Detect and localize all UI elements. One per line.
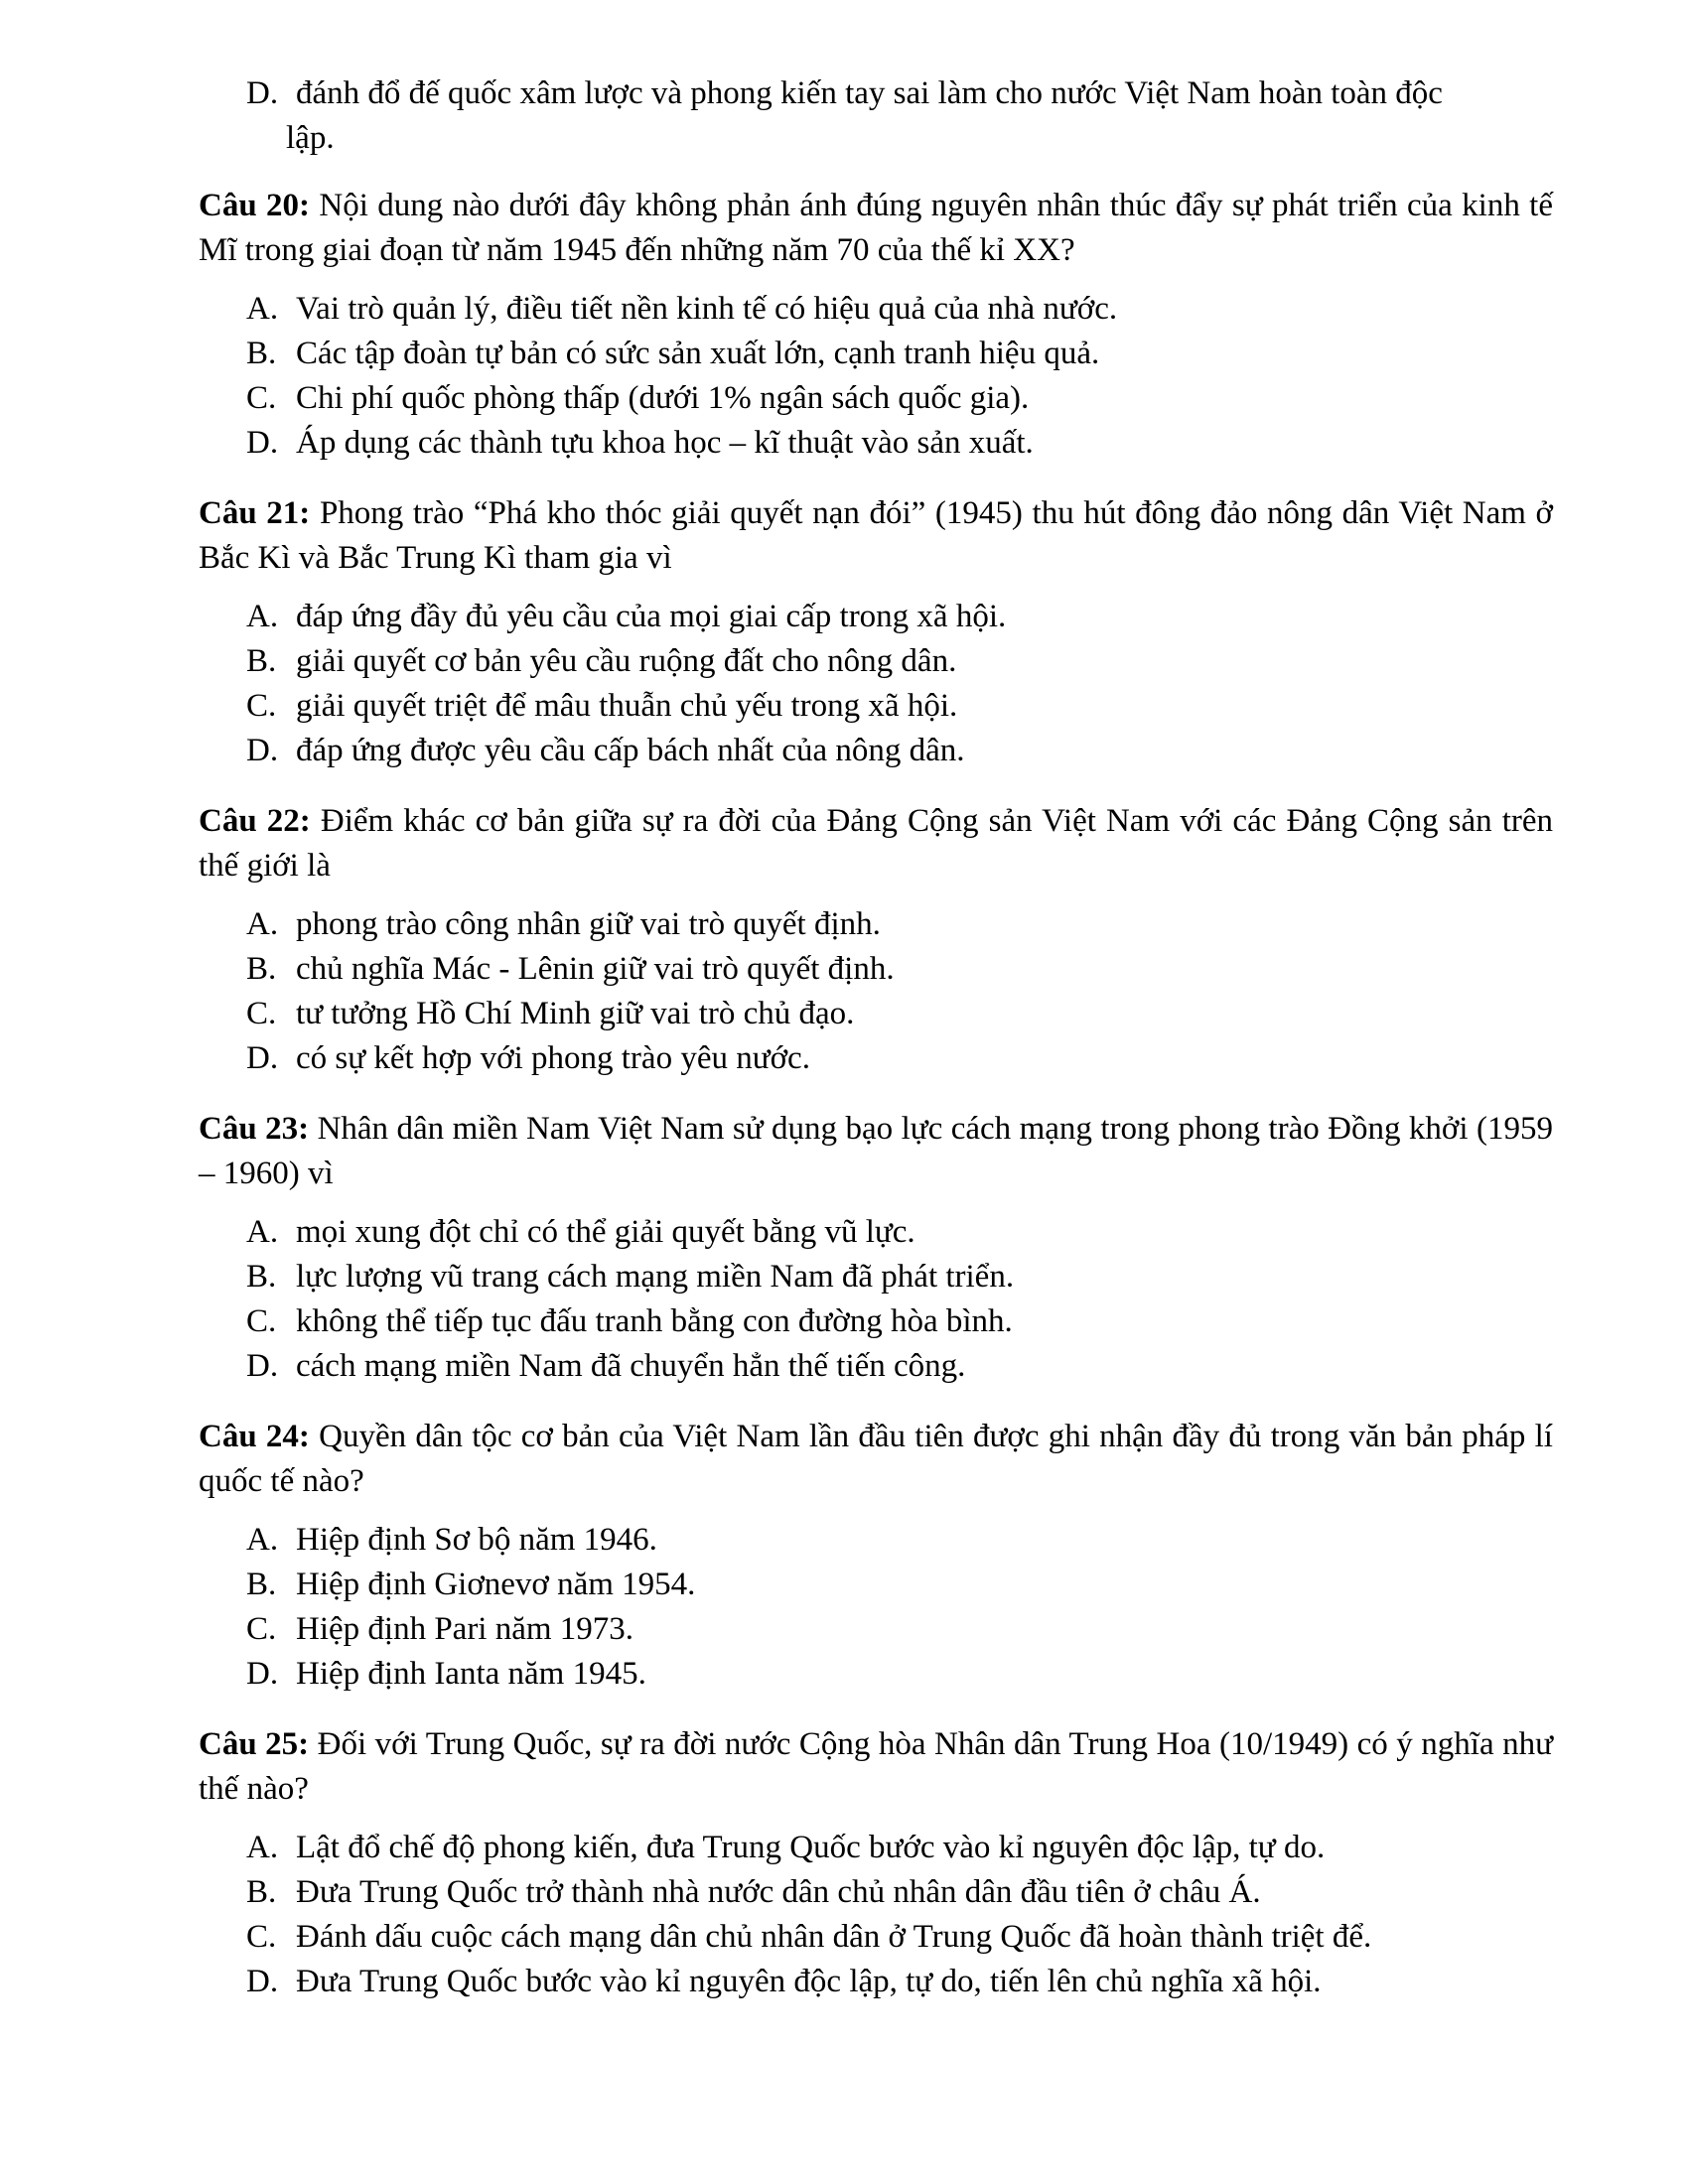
question-23: [199, 1107, 1553, 1389]
option-text: chủ nghĩa Mác - Lênin giữ vai trò quyết định.: [296, 951, 895, 987]
options-list: [246, 1518, 1553, 1697]
option-text: Hiệp định Pari năm 1973.: [296, 1611, 634, 1647]
option-text: lực lượng vũ trang cách mạng miền Nam đã phát triển.: [296, 1259, 1015, 1295]
question-22: [199, 799, 1553, 1081]
question-number: Câu 25:: [199, 1726, 310, 1762]
option-letter: A.: [246, 1214, 279, 1250]
question-stem: [199, 799, 1553, 888]
option-text: giải quyết triệt để mâu thuẫn chủ yếu trong xã hội.: [296, 688, 958, 724]
question-number: Câu 22:: [199, 803, 311, 839]
carryover-option-d: [246, 71, 1537, 161]
option-text: đánh đổ đế quốc xâm lược và phong kiến tay sai làm cho nước Việt Nam hoàn toàn độc: [296, 75, 1443, 111]
option-text: đáp ứng đầy đủ yêu cầu của mọi giai cấp trong xã hội.: [296, 599, 1007, 634]
question-number: Câu 20:: [199, 188, 311, 223]
option-a: [246, 1826, 1553, 1870]
option-letter: B.: [246, 336, 277, 371]
option-letter: A.: [246, 599, 279, 634]
question-stem: [199, 184, 1553, 273]
option-letter: A.: [246, 1522, 279, 1558]
option-text: cách mạng miền Nam đã chuyển hẳn thế tiến công.: [296, 1348, 966, 1384]
option-c: [246, 376, 1553, 421]
option-letter: B.: [246, 1874, 277, 1910]
option-text: Lật đổ chế độ phong kiến, đưa Trung Quốc bước vào kỉ nguyên độc lập, tự do.: [296, 1830, 1326, 1865]
option-a: [246, 595, 1553, 639]
question-stem: [199, 1107, 1553, 1196]
question-stem: [199, 1415, 1553, 1504]
option-text: Đưa Trung Quốc trở thành nhà nước dân chủ nhân dân đầu tiên ở châu Á.: [296, 1874, 1261, 1910]
options-list: [246, 595, 1553, 773]
option-letter: C.: [246, 688, 277, 724]
option-letter: C.: [246, 1919, 277, 1955]
option-letter: B.: [246, 951, 277, 987]
option-text: Hiệp định Giơnevơ năm 1954.: [296, 1567, 696, 1602]
option-text: Áp dụng các thành tựu khoa học – kĩ thuật vào sản xuất.: [296, 425, 1034, 461]
option-d: [246, 1652, 1553, 1697]
question-number: Câu 24:: [199, 1419, 310, 1454]
option-letter: C.: [246, 380, 277, 416]
option-d: [246, 1960, 1553, 2004]
question-text: Đối với Trung Quốc, sự ra đời nước Cộng hòa Nhân dân Trung Hoa (10/1949) có ý nghĩa như thế nào?: [199, 1726, 1553, 1807]
option-text-continued: lập.: [286, 120, 335, 156]
option-c: [246, 1299, 1553, 1344]
option-letter: C.: [246, 996, 277, 1031]
option-letter: D.: [246, 733, 279, 768]
option-letter: A.: [246, 906, 279, 942]
option-letter: A.: [246, 1830, 279, 1865]
question-text: Quyền dân tộc cơ bản của Việt Nam lần đầu tiên được ghi nhận đầy đủ trong văn bản pháp lí quốc tế nào?: [199, 1419, 1553, 1499]
options-list: [246, 1210, 1553, 1389]
option-text: Các tập đoàn tự bản có sức sản xuất lớn, cạnh tranh hiệu quả.: [296, 336, 1100, 371]
question-stem: [199, 491, 1553, 581]
option-d: [246, 421, 1553, 466]
options-list: [246, 1826, 1553, 2004]
question-24: [199, 1415, 1553, 1697]
option-text: tư tưởng Hồ Chí Minh giữ vai trò chủ đạo.: [296, 996, 855, 1031]
option-letter: D.: [246, 75, 279, 111]
question-text: Điểm khác cơ bản giữa sự ra đời của Đảng Cộng sản Việt Nam với các Đảng Cộng sản trên thế giới là: [199, 803, 1553, 884]
question-text: Phong trào “Phá kho thóc giải quyết nạn đói” (1945) thu hút đông đảo nông dân Việt Nam ở Bắc Kì và Bắc Trung Kì tham gia vì: [199, 495, 1553, 576]
option-letter: B.: [246, 643, 277, 679]
option-d: [246, 1344, 1553, 1389]
question-25: [199, 1722, 1553, 2004]
option-a: [246, 1518, 1553, 1563]
option-c: [246, 1607, 1553, 1652]
question-number: Câu 23:: [199, 1111, 310, 1147]
option-b: [246, 1255, 1553, 1299]
question-text: Nội dung nào dưới đây không phản ánh đúng nguyên nhân thúc đẩy sự phát triển của kinh tế Mĩ trong giai đoạn từ năm 1945 đến những năm 70 của thế kỉ XX?: [199, 188, 1553, 268]
question-stem: [199, 1722, 1553, 1812]
option-a: [246, 287, 1553, 332]
question-21: [199, 491, 1553, 773]
option-c: [246, 684, 1553, 729]
option-text: giải quyết cơ bản yêu cầu ruộng đất cho nông dân.: [296, 643, 957, 679]
option-b: [246, 639, 1553, 684]
option-letter: D.: [246, 1656, 279, 1692]
option-letter: D.: [246, 425, 279, 461]
option-c: [246, 1915, 1553, 1960]
options-list: [246, 287, 1553, 466]
option-a: [246, 902, 1553, 947]
option-b: [246, 332, 1553, 376]
option-text: Vai trò quản lý, điều tiết nền kinh tế có hiệu quả của nhà nước.: [296, 291, 1118, 327]
option-text: đáp ứng được yêu cầu cấp bách nhất của nông dân.: [296, 733, 965, 768]
option-d: [246, 1036, 1553, 1081]
option-text: Hiệp định Sơ bộ năm 1946.: [296, 1522, 657, 1558]
option-b: [246, 947, 1553, 992]
option-text: Chi phí quốc phòng thấp (dưới 1% ngân sách quốc gia).: [296, 380, 1030, 416]
option-a: [246, 1210, 1553, 1255]
option-letter: B.: [246, 1567, 277, 1602]
option-letter: D.: [246, 1348, 279, 1384]
options-list: [246, 902, 1553, 1081]
option-b: [246, 1563, 1553, 1607]
option-text: Đưa Trung Quốc bước vào kỉ nguyên độc lập, tự do, tiến lên chủ nghĩa xã hội.: [296, 1964, 1322, 1999]
question-number: Câu 21:: [199, 495, 311, 531]
option-letter: C.: [246, 1611, 277, 1647]
option-text: không thể tiếp tục đấu tranh bằng con đường hòa bình.: [296, 1303, 1013, 1339]
question-text: Nhân dân miền Nam Việt Nam sử dụng bạo lực cách mạng trong phong trào Đồng khởi (1959 – 1960) vì: [199, 1111, 1553, 1191]
option-c: [246, 992, 1553, 1036]
option-letter: B.: [246, 1259, 277, 1295]
option-text: Hiệp định Ianta năm 1945.: [296, 1656, 646, 1692]
option-b: [246, 1870, 1553, 1915]
option-letter: D.: [246, 1040, 279, 1076]
option-letter: D.: [246, 1964, 279, 1999]
question-20: [199, 184, 1553, 466]
option-letter: A.: [246, 291, 279, 327]
option-text: phong trào công nhân giữ vai trò quyết định.: [296, 906, 881, 942]
option-letter: C.: [246, 1303, 277, 1339]
option-text: có sự kết hợp với phong trào yêu nước.: [296, 1040, 810, 1076]
option-text: Đánh dấu cuộc cách mạng dân chủ nhân dân ở Trung Quốc đã hoàn thành triệt để.: [296, 1919, 1372, 1955]
option-d: [246, 729, 1553, 773]
option-text: mọi xung đột chỉ có thể giải quyết bằng vũ lực.: [296, 1214, 915, 1250]
